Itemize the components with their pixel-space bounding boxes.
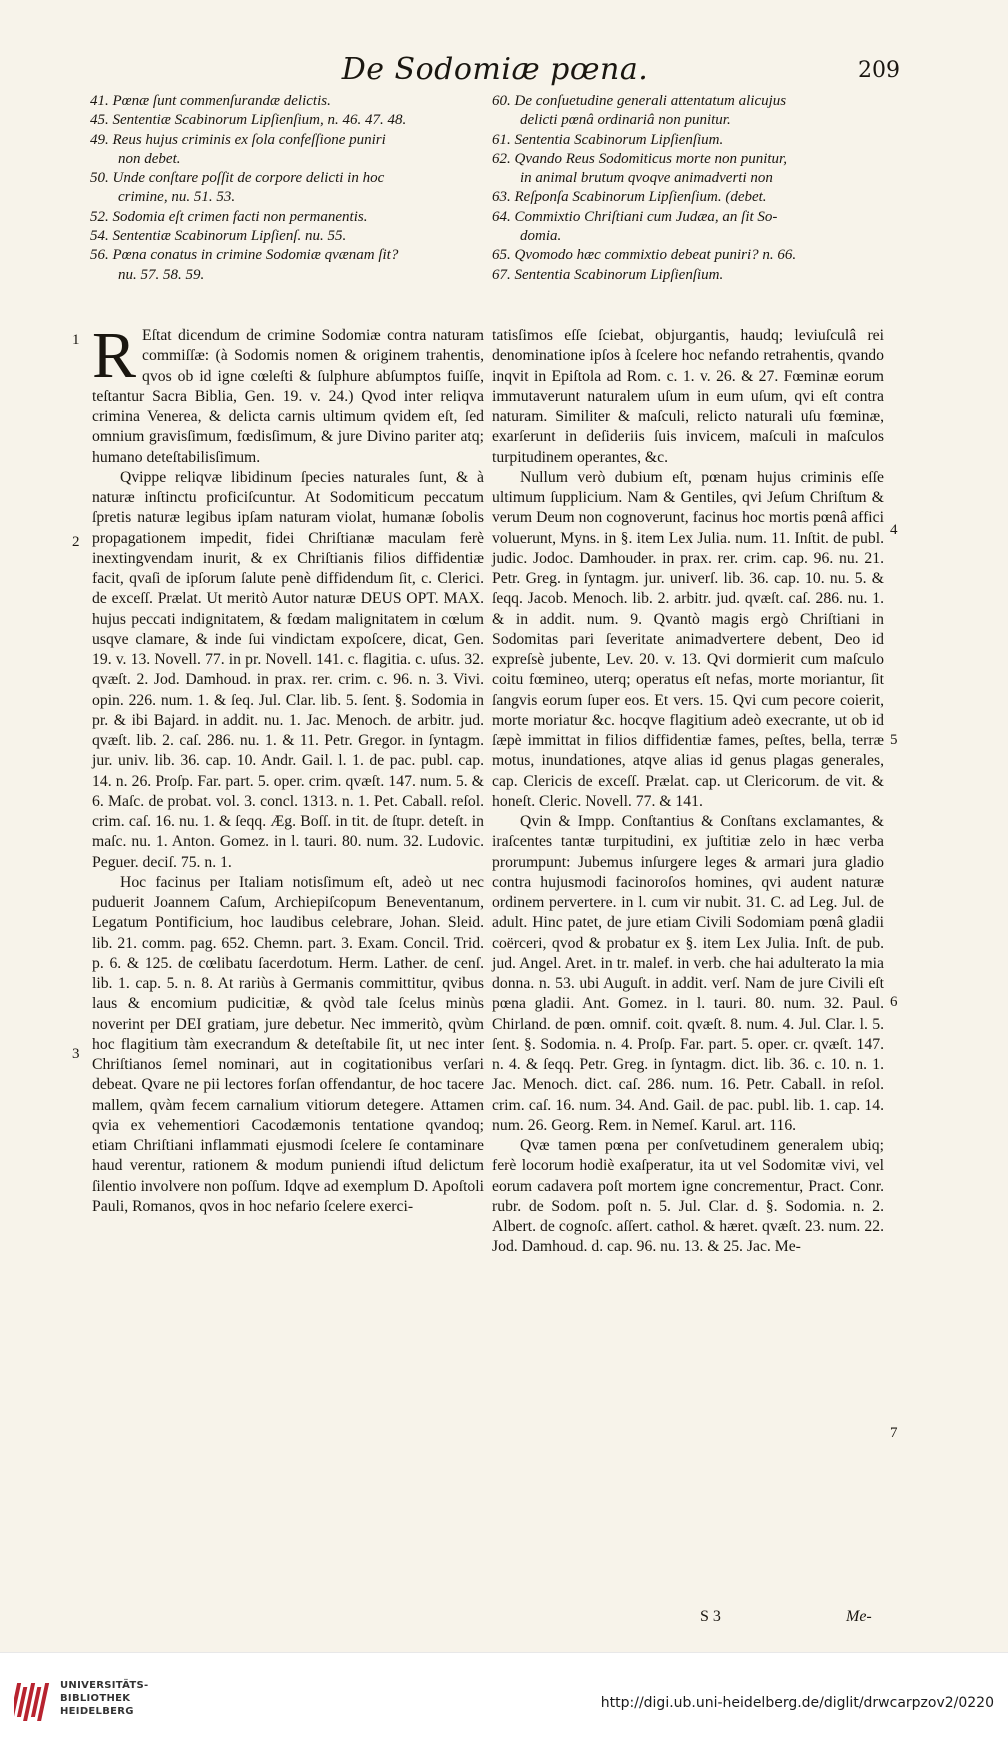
summary-left-column: [90, 92, 490, 326]
paragraph-1-text: Eſtat dicendum de crimine Sodomiæ contra naturam commiſſæ: (à Sodomis nomen & originem trahentis, qvos ob id igne cœleſti & ſulphure abſumptos fuiſſe, teſtantur Sacra Biblia, Gen. 19. v. 24.) Qvod inter reliqva crimina Venerea, & delicta carnis ultimum qvidem eſt, ſed omnium gravisſimum, fœdisſimum, & jure Divino pariter atq; humano deteſtabilisſimum.: [92, 327, 484, 466]
summary-entry: 45. Sententiæ Scabinorum Lipſienſium, n. 46. 47. 48.: [90, 112, 407, 129]
page-number: 209: [858, 58, 900, 83]
summary-entry: 65. Qvomodo hæc commixtio debeat puniri? n. 66.: [492, 247, 797, 264]
summary-entry: 49. Reus hujus criminis ex ſola confeſſione puniri: [90, 131, 386, 148]
margin-number: 2: [72, 534, 80, 550]
margin-number: 7: [890, 1425, 898, 1441]
summary-entry: 64. Commixtio Chriſtiani cum Judæa, an ſit So-: [492, 208, 778, 225]
body-left-column: [92, 319, 484, 1217]
source-url[interactable]: http://digi.ub.uni-heidelberg.de/diglit/drwcarpzov2/0220: [600, 1695, 994, 1711]
viewer-footer: [0, 1652, 1008, 1741]
paragraph-r4: Qvæ tamen pœna per conſvetudinem generalem ubiq; ferè locorum hodiè exaſperatur, ita ut vel Sodomitæ vivi, vel eorum cadavera poſt mortem igne concrementur, Pract. Conr. rubr. de Sodom. poſt n. 5. Jul. Clar. d. §. Sodomia. n. 2. Albert. de cognoſc. aſſert. cathol. & hæret. qvæſt. 23. num. 22. Jod. Damhoud. d. cap. 96. nu. 13. & 25. Jac. Me-: [492, 1137, 884, 1256]
summary-entry: crimine, nu. 51. 53.: [118, 189, 236, 206]
logo-line: BIBLIOTHEK: [60, 1693, 131, 1704]
logo-line: HEIDELBERG: [60, 1706, 134, 1717]
paragraph-3: Hoc facinus per Italiam notisſimum eſt, adeò ut nec puduerit Joannem Caſum, Archiepiſcopum Beneventanum, Legatum Pontificium, hoc laudibus celebrare, Johan. Sleid. lib. 21. comm. pag. 652. Chemn. part. 3. Exam. Concil. Trid. p. 6. & 125. de cœlibatu ſacerdotum. Herm. Lather. de cenſ. lib. 1. cap. 5. n. 8. At rariùs à Germanis committitur, qvibus laus & encomium pudicitiæ, & qvòd tale ſcelus minùs noverint per DEI gratiam, jure debetur. Nec immeritò, qvùm hoc flagitium tàm execrandum & deteſtabile ſit, ut nec inter Chriſtianos ſemel nominari, aut in cogitationibus verſari debeat. Qvare ne pii lectores forſan offendantur, de hoc tacere mallem, qvàm fecem carnalium vitiorum detegere. Attamen qvia ex vehementiori Cacodæmonis tentatione qvandoq; etiam Chriſtiani inflammati ejusmodi ſcelere ſe contaminare haud verentur, rationem & modum puniendi iſtud delictum ſilentio involvere non poſſum. Idqve ad exemplum D. Apoſtoli Pauli, Romanos, qvos in hoc nefario ſcelere exerci-: [92, 873, 484, 1215]
summary-entry: 52. Sodomia eſt crimen facti non permanentis.: [90, 208, 368, 225]
summary-entry: 41. Pœnæ ſunt commenſurandæ delictis.: [90, 93, 331, 109]
margin-number: 3: [72, 1046, 80, 1062]
summary-entry: 56. Pœna conatus in crimine Sodomiæ qvænam ſit?: [90, 247, 399, 264]
summary-entry: delicti pœnâ ordinariâ non punitur.: [520, 112, 731, 129]
summary-entry: 67. Sententia Scabinorum Lipſienſium.: [492, 266, 724, 283]
paragraph-r1: tatisſimos eſſe ſciebat, objurgantis, haudq; leviuſculâ rei denominatione ipſos à ſcelere hoc nefando retrahentis, qvando inqvit in Epiſtola ad Rom. c. 1. v. 26. & 27. Fœminæ eorum immutaverunt naturalem uſum in eum uſum, qvi eſt contra naturam. Similiter & maſculi, relicto naturali uſu fœminæ, exarſerunt in deſideriis ſuis invicem, maſculi in maſculos turpitudinem operantes, &c.: [492, 327, 884, 466]
library-logo-icon: [14, 1679, 54, 1725]
summary-entry: 61. Sententia Scabinorum Lipſienſium.: [492, 131, 724, 148]
page-header: [90, 52, 900, 94]
running-title: De Sodomiæ pœna.: [341, 52, 649, 87]
margin-number: 1: [72, 332, 80, 348]
catchword: Me-: [846, 1608, 872, 1625]
paragraph-r3: Qvin & Impp. Conſtantius & Conſtans exclamantes, & iraſcentes tantæ turpitudini, ex juſtitiæ zelo in hæc verba prorumpunt: Jubemus inſurgere leges & armari jura gladio contra hujusmodi facinoroſos homines, qvi audent naturæ ordinem pervertere. in l. cum vir nubit. 31. C. ad Leg. Jul. de adult. Hinc patet, de jure etiam Civili Sodomiam pœnâ gladii coërceri, qvod & probatur ex §. item Lex Julia. Inſt. de pub. jud. Angel. Aret. in tr. malef. in verb. che hai adulterato la mia donna. n. 53. ubi Auguſt. in addit. verſ. Nam de jure Civili eſt pœna gladii. Ant. Gomez. in l. tauri. 80. num. 32. Paul. Chirland. de pœn. omnif. coit. qvæſt. 8. num. 4. Jul. Clar. l. 5. ſent. §. Sodomia. n. 4. Proſp. Far. part. 5. oper. cr. qvæſt. 147. n. 4. & ſeqq. Petr. Greg. in ſyntagm. dict. lib. 36. c. 10. n. 1. Jac. Menoch. dict. caſ. 286. num. 16. Petr. Caball. in reſol. crim. caſ. 16. num. 34. And. Gail. de pac. publ. lib. 1. cap. 14. num. 26. Georg. Rem. in Nemeſ. Karul. art. 116.: [492, 813, 884, 1134]
margin-number: 6: [890, 994, 898, 1010]
summary-entry: 60. De conſuetudine generali attentatum alicujus: [492, 93, 787, 109]
summary-entry: 62. Qvando Reus Sodomiticus morte non punitur,: [492, 150, 787, 167]
summary-entry: 54. Sententiæ Scabinorum Lipſienſ. nu. 55.: [90, 228, 347, 245]
body-right-column: [492, 326, 884, 1258]
summary-entry: in animal brutum qvoqve animadverti non: [520, 170, 773, 187]
library-logo-text: [60, 1679, 149, 1718]
paragraph-1: [92, 319, 484, 468]
signature-mark: S 3: [700, 1608, 721, 1625]
margin-number: 4: [890, 522, 898, 538]
summary-entry: 63. Reſponſa Scabinorum Lipſienſium. (debet.: [492, 189, 767, 206]
summary-right-column: [492, 92, 892, 326]
paragraph-2: Qvippe reliqvæ libidinum ſpecies naturales ſunt, & à naturæ inſtinctu proficiſcuntur. At Sodomiticum peccatum ſpretis naturæ legibus ipſam naturam violat, humanæ ſobolis propagationem impedit, fidei Chriſtianæ maculam ferè inextingvendam inurit, & ex Chriſtianis filios diffidentiæ facit, qvaſi de ipſorum ſalute penè diffidendum ſit, c. Clerici. de exceſſ. Prælat. Ut meritò Autor naturæ DEUS OPT. MAX. hujus peccati indignitatem, & fœdam malignitatem in cœlum usqve clamare, & inde ſui vindictam expoſcere, dicat, Gen. 19. v. 13. Novell. 77. in pr. Novell. 141. c. flagitia. c. uſus. 32. qvæſt. 2. Jod. Damhoud. in prax. rer. crim. c. 96. n. 3. Vivi. opin. 226. num. 1. & ſeq. Jul. Clar. lib. 5. ſent. §. Sodomia in pr. & ibi Bajard. in addit. nu. 1. Jac. Menoch. de arbitr. jud. qvæſt. lib. 2. caſ. 286. nu. 1. & 11. Petr. Gregor. in ſyntagm. jur. univ. lib. 36. cap. 10. Andr. Gail. l. 1. de pac. publ. cap. 14. n. 26. Proſp. Far. part. 5. oper. crim. qvæſt. 147. num. 5. & 6. Maſc. de probat. vol. 3. concl. 1313. n. 1. Pet. Caball. reſol. crim. caſ. 16. nu. 1. & ſeqq. Æg. Boſſ. in tit. de ſtupr. deteſt. in maſc. nu. 1. Anton. Gomez. in l. tauri. 80. num. 32. Ludovic. Peguer. deciſ. 75. n. 1.: [92, 468, 484, 871]
logo-line: UNIVERSITÄTS-: [60, 1680, 149, 1691]
margin-number: 5: [890, 732, 898, 748]
summary-entry: non debet.: [118, 150, 181, 167]
drop-cap: R: [92, 319, 137, 392]
summary-entry: nu. 57. 58. 59.: [118, 266, 205, 283]
summary-entry: 50. Unde conſtare poſſit de corpore delicti in hoc: [90, 170, 385, 187]
summary-entry: domia.: [520, 228, 562, 245]
paragraph-r2: Nullum verò dubium eſt, pœnam hujus criminis eſſe ultimum ſupplicium. Nam & Gentiles, qvi Jeſum Chriſtum & verum Deum non cognoverunt, facinus hoc mortis pœnâ affici voluerunt, Myns. in §. item Lex Julia. num. 11. Inſtit. de publ. judic. Jodoc. Damhouder. in prax. rer. crim. cap. 96. nu. 21. Petr. Greg. in ſyntagm. jur. univerſ. lib. 36. cap. 10. nu. 5. & ſeqq. Jacob. Menoch. lib. 2. arbitr. jud. qvæſt. caſ. 286. nu. 1. & in addit. num. 9. Qvantò magis ergò Chriſtiani in Sodomitas pari ſeveritate animadvertere debent, Deo id expreſsè jubente, Lev. 20. v. 13. Qvi dormierit cum maſculo coitu fœmineo, uterq; operatus eſt nefas, morte moriantur, ſit ſangvis eorum ſuper eos. Et vers. 15. Qvi cum pecore coierit, morte moriatur &c. hocqve flagitium adeò execrante, ut ob id ſæpè immittat in filios diffidentiæ fames, peſtes, bella, terræ motus, inundationes, atqve alias id genus plagas generales, cap. Clericis de exceſſ. Prælat. cap. ut Clericorum. de vit. & honeſt. Cleric. Novell. 77. & 141.: [492, 468, 884, 810]
